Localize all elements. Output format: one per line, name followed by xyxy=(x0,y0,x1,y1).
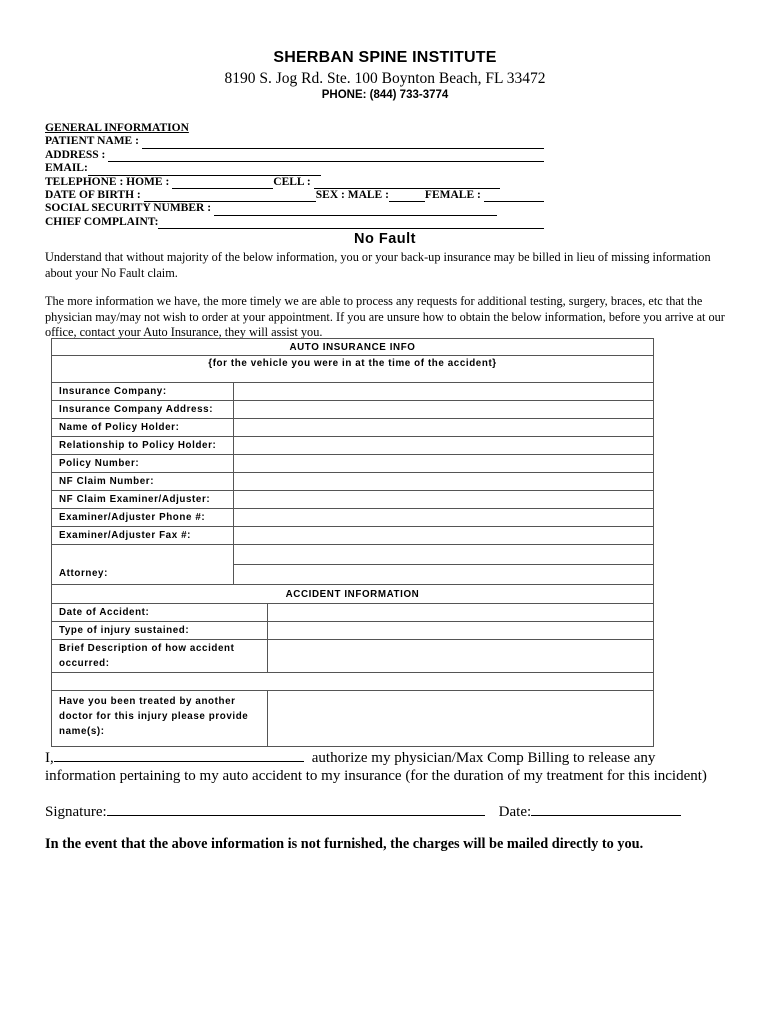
relationship-label: Relationship to Policy Holder: xyxy=(52,437,234,455)
address-label: ADDRESS : xyxy=(45,148,106,161)
email-field[interactable] xyxy=(88,164,321,176)
insurance-company-address-field[interactable] xyxy=(234,401,654,419)
policy-number-label: Policy Number: xyxy=(52,455,234,473)
date-label: Date: xyxy=(498,804,532,820)
date-of-accident-label: Date of Accident: xyxy=(52,604,268,622)
attorney-label: Attorney: xyxy=(52,545,234,585)
patient-name-label: PATIENT NAME : xyxy=(45,135,139,148)
no-fault-paragraph-1: Understand that without majority of the below information, you or your back-up insurance may be billed in lieu of missing information about your No Fault claim. xyxy=(45,250,711,280)
authorization-prefix: I, xyxy=(45,750,54,766)
auto-insurance-table xyxy=(51,338,654,747)
chief-complaint-field[interactable] xyxy=(158,217,544,229)
auto-insurance-title: AUTO INSURANCE INFO xyxy=(52,339,654,356)
insurance-company-label: Insurance Company: xyxy=(52,383,234,401)
nf-claim-number-label: NF Claim Number: xyxy=(52,473,234,491)
nf-claim-number-field[interactable] xyxy=(234,473,654,491)
clinic-phone: PHONE: (844) 733-3774 xyxy=(321,89,449,101)
authorizing-name-field[interactable] xyxy=(54,748,304,762)
ssn-label: SOCIAL SECURITY NUMBER : xyxy=(45,202,212,215)
female-field[interactable] xyxy=(484,190,544,202)
injury-type-label: Type of injury sustained: xyxy=(52,622,268,640)
authorization-statement xyxy=(45,748,745,785)
examiner-fax-field[interactable] xyxy=(234,527,654,545)
policy-number-field[interactable] xyxy=(234,455,654,473)
insurance-company-address-label: Insurance Company Address: xyxy=(52,401,234,419)
general-information-section xyxy=(45,122,544,229)
cell-label: CELL : xyxy=(273,175,311,188)
nf-claim-examiner-field[interactable] xyxy=(234,491,654,509)
telephone-home-label: TELEPHONE : HOME : xyxy=(45,175,170,188)
sex-male-field[interactable] xyxy=(389,190,425,202)
clinic-address: 8190 S. Jog Rd. Ste. 100 Boynton Beach, FL 33472 xyxy=(224,70,546,87)
dob-label: DATE OF BIRTH : xyxy=(45,188,141,201)
attorney-field-2[interactable] xyxy=(234,565,654,585)
attorney-field-1[interactable] xyxy=(234,545,654,565)
no-fault-paragraph-2: The more information we have, the more timely we are able to process any requests for additional testing, surgery, braces, etc that the physician may/may not wish to order at your appointment. If you are unsure how to obtain the below information, before you arrive at our office, contact your Auto Insurance, they will assist you. xyxy=(45,294,725,340)
patient-name-field[interactable] xyxy=(142,137,544,149)
signature-label: Signature: xyxy=(45,804,107,820)
policy-holder-name-field[interactable] xyxy=(234,419,654,437)
insurance-company-field[interactable] xyxy=(234,383,654,401)
nf-claim-examiner-label: NF Claim Examiner/Adjuster: xyxy=(52,491,234,509)
date-field[interactable] xyxy=(531,802,681,816)
signature-line xyxy=(45,802,681,821)
email-label: EMAIL: xyxy=(45,162,88,175)
sex-male-label: SEX : MALE : xyxy=(315,188,389,201)
date-of-accident-field[interactable] xyxy=(268,604,654,622)
injury-type-field[interactable] xyxy=(268,622,654,640)
examiner-phone-label: Examiner/Adjuster Phone #: xyxy=(52,509,234,527)
signature-field[interactable] xyxy=(107,802,485,816)
no-fault-heading: No Fault xyxy=(354,231,416,247)
female-label: FEMALE : xyxy=(424,188,481,201)
authorization-text-line2: information pertaining to my auto accident to my insurance (for the duration of my treatment for this incident) xyxy=(45,768,707,784)
general-information-heading: GENERAL INFORMATION xyxy=(45,121,189,134)
policy-holder-name-label: Name of Policy Holder: xyxy=(52,419,234,437)
other-doctor-field[interactable] xyxy=(268,691,654,747)
auto-insurance-subtitle: {for the vehicle you were in at the time of the accident} xyxy=(52,356,654,383)
accident-description-label: Brief Description of how accident occurred: xyxy=(52,640,268,673)
accident-information-title: ACCIDENT INFORMATION xyxy=(52,585,654,604)
telephone-home-field[interactable] xyxy=(172,177,273,189)
furnish-notice: In the event that the above information is not furnished, the charges will be mailed directly to you. xyxy=(45,836,644,852)
clinic-name: SHERBAN SPINE INSTITUTE xyxy=(273,49,497,66)
other-doctor-label: Have you been treated by another doctor for this injury please provide name(s): xyxy=(52,691,268,747)
examiner-fax-label: Examiner/Adjuster Fax #: xyxy=(52,527,234,545)
chief-complaint-label: CHIEF COMPLAINT: xyxy=(45,215,159,228)
ssn-field[interactable] xyxy=(214,204,497,216)
accident-description-field[interactable] xyxy=(268,640,654,673)
dob-field[interactable] xyxy=(144,190,316,202)
examiner-phone-field[interactable] xyxy=(234,509,654,527)
relationship-field[interactable] xyxy=(234,437,654,455)
authorization-text: authorize my physician/Max Comp Billing to release any xyxy=(311,750,656,766)
cell-field[interactable] xyxy=(314,177,500,189)
spacer-row xyxy=(52,673,654,691)
address-field[interactable] xyxy=(108,150,544,162)
